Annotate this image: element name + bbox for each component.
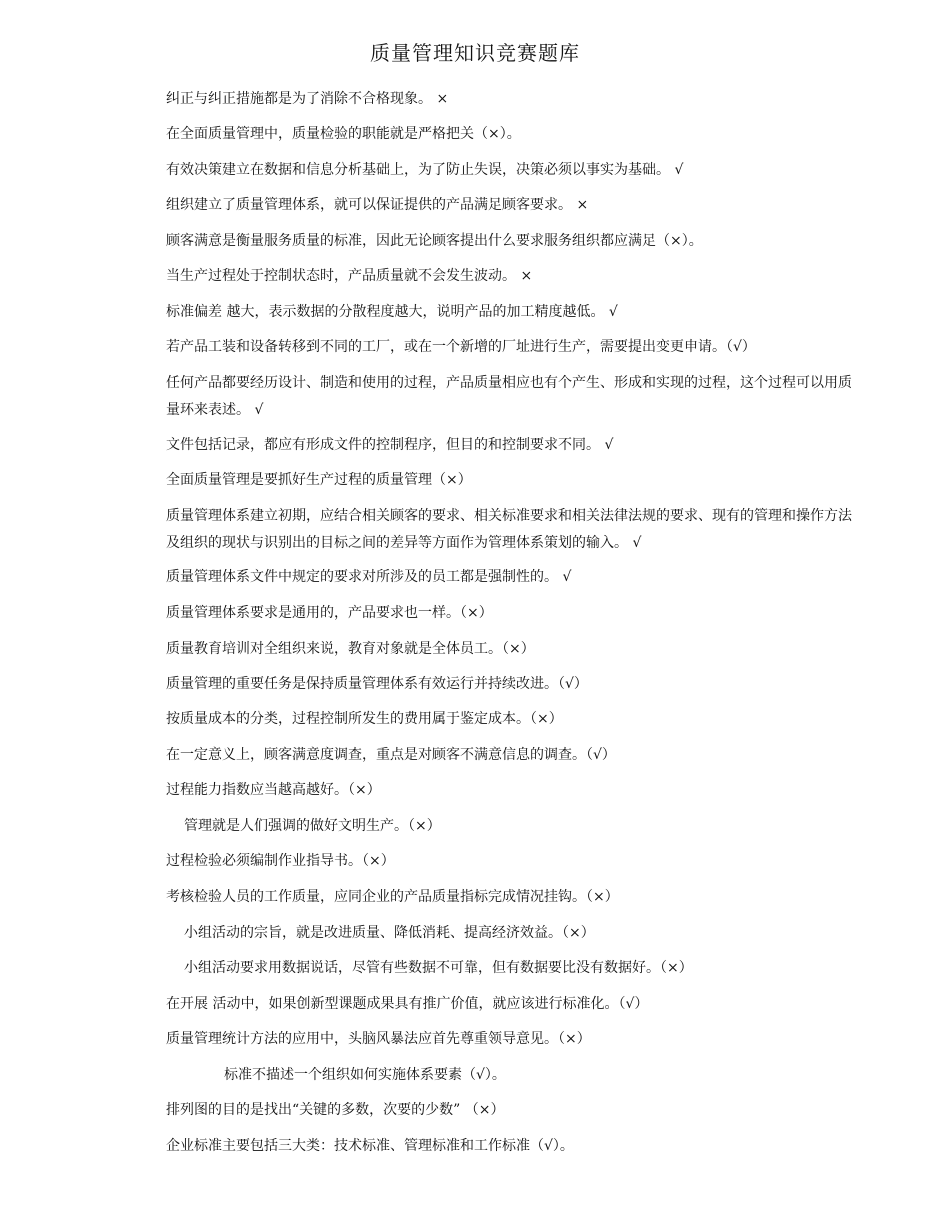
question-item: 顾客满意是衡量服务质量的标准，因此无论顾客提出什么要求服务组织都应满足（×）。 xyxy=(166,233,703,249)
question-item: 标准不描述一个组织如何实施体系要素（√）。 xyxy=(224,1067,506,1083)
question-item: 标准偏差 越大，表示数据的分散程度越大，说明产品的加工精度越低。 √ xyxy=(166,304,618,320)
question-item: 质量管理体系文件中规定的要求对所涉及的员工都是强制性的。 √ xyxy=(166,569,572,585)
question-item: 当生产过程处于控制状态时，产品质量就不会发生波动。 × xyxy=(166,268,533,284)
question-item: 小组活动要求用数据说话，尽管有些数据不可靠，但有数据要比没有数据好。（×） xyxy=(184,960,693,976)
question-item: 在一定意义上，顾客满意度调查，重点是对顾客不满意信息的调查。（√） xyxy=(166,747,616,763)
question-item: 质量管理体系建立初期，应结合相关顾客的要求、相关标准要求和相关法律法规的要求、现有的管理和操作方法及组织的现状与识别出的目标之间的差异等方面作为管理体系策划的输入。 √ xyxy=(166,508,852,551)
question-item: 在全面质量管理中，质量检验的职能就是严格把关（×）。 xyxy=(166,126,521,142)
document-title: 质量管理知识竞赛题库 xyxy=(370,41,580,65)
question-item: 排列图的目的是找出“关键的多数，次要的少数” （×） xyxy=(166,1102,505,1118)
question-item: 企业标准主要包括三大类：技术标准、管理标准和工作标准（√）。 xyxy=(166,1138,574,1154)
question-item: 文件包括记录，都应有形成文件的控制程序，但目的和控制要求不同。 √ xyxy=(166,437,614,453)
question-item: 过程检验必须编制作业指导书。（×） xyxy=(166,853,395,869)
question-item: 纠正与纠正措施都是为了消除不合格现象。 × xyxy=(166,91,449,107)
question-item: 若产品工装和设备转移到不同的工厂，或在一个新增的厂址进行生产，需要提出变更申请。（√） xyxy=(166,339,756,355)
question-item: 质量管理的重要任务是保持质量管理体系有效运行并持续改进。（√） xyxy=(166,676,588,692)
question-item: 质量管理体系要求是通用的，产品要求也一样。（×） xyxy=(166,605,493,621)
question-item: 过程能力指数应当越高越好。（×） xyxy=(166,782,381,798)
question-item: 质量管理统计方法的应用中，头脑风暴法应首先尊重领导意见。（×） xyxy=(166,1031,591,1047)
question-item: 有效决策建立在数据和信息分析基础上，为了防止失误，决策必须以事实为基础。 √ xyxy=(166,162,684,178)
question-item: 考核检验人员的工作质量，应同企业的产品质量指标完成情况挂钩。（×） xyxy=(166,889,619,905)
question-item: 全面质量管理是要抓好生产过程的质量管理（×） xyxy=(166,472,472,488)
question-item: 按质量成本的分类，过程控制所发生的费用属于鉴定成本。（×） xyxy=(166,711,563,727)
question-item: 管理就是人们强调的做好文明生产。（×） xyxy=(184,818,441,834)
question-item: 任何产品都要经历设计、制造和使用的过程，产品质量相应也有个产生、形成和实现的过程，这个过程可以用质量环来表述。 √ xyxy=(166,375,852,418)
question-item: 在开展 活动中，如果创新型课题成果具有推广价值，就应该进行标准化。（√） xyxy=(166,996,649,1012)
question-item: 小组活动的宗旨，就是改进质量、降低消耗、提高经济效益。（×） xyxy=(184,925,595,941)
question-item: 质量教育培训对全组织来说，教育对象就是全体员工。（×） xyxy=(166,641,535,657)
question-item: 组织建立了质量管理体系，就可以保证提供的产品满足顾客要求。 × xyxy=(166,197,589,213)
